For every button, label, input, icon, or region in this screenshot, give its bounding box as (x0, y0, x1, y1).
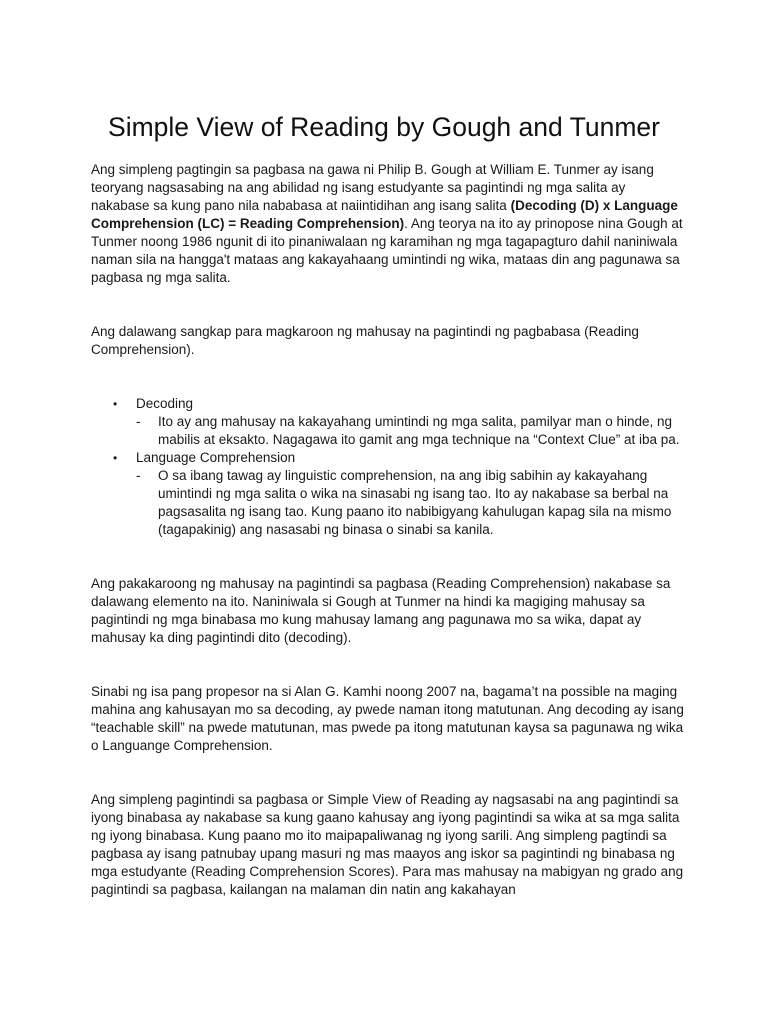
document-title: Simple View of Reading by Gough and Tunmer (108, 111, 660, 142)
document-body (91, 161, 687, 899)
component-list (91, 395, 687, 539)
formula-text: (Decoding (D) x Language Comprehension (LC) = Reading Comprehension) (91, 198, 678, 231)
paragraph-kamhi: Sinabi ng isa pang propesor na si Alan G. Kamhi noong 2007 na, bagama’t na possible na maging mahina ang kahusayan mo sa decoding, ay pwede naman itong matutunan. Ang decoding ay isang “teachable skill” na pwede matutunan, mas pwede pa itong matutunan kaysa sa pagunawa ng wika o Languange Comprehension. (91, 684, 684, 753)
list-item-detail-text: Ito ay ang mahusay na kakayahang umintindi ng mga salita, pamilyar man o hinde, ng mabilis at eksakto. Nagagawa ito gamit ang mga technique na “Context Clue” at iba pa. (158, 414, 680, 447)
intro-text-continued: . Ang teorya na ito ay prinopose nina Gough at Tunmer noong 1986 ngunit di ito pinaniwalaan ng karamihan ng mga tagapagturo dahil naniniwala naman sila na hangga't mataas ang kakayahaang umintindi ng wika, mataas din ang pagunawa sa pagbasa ng mga salita. (91, 216, 683, 285)
list-item-decoding (91, 395, 687, 449)
dash-icon: - (136, 414, 141, 429)
list-item-label: Language Comprehension (136, 450, 296, 465)
paragraph-elements: Ang pakakaroong ng mahusay na pagintindi sa pagbasa (Reading Comprehension) nakabase sa dalawang elemento na ito. Naniniwala si Gough at Tunmer na hindi ka magiging mahusay sa pagintindi ng mga binabasa mo kung mahusay lamang ang pagunawa mo sa wika, dapat ay mahusay ka ding pagintindi dito (decoding). (91, 576, 671, 645)
list-item-detail (136, 413, 687, 449)
list-item-language-comprehension (91, 449, 687, 539)
list-item-detail (136, 467, 687, 539)
paragraph-intro (91, 161, 687, 287)
intro-text: Ang simpleng pagtingin sa pagbasa na gawa ni Philip B. Gough at William E. Tunmer ay isang teoryang nagsasabing na ang abilidad ng isang estudyante sa pagintindi ng mga salita ay nakabase sa kung pano nila nababasa at naiintidihan ang isang salita (91, 162, 654, 213)
dash-icon: - (136, 468, 141, 483)
paragraph-components: Ang dalawang sangkap para magkaroon ng mahusay na pagintindi ng pagbabasa (Reading Comprehension). (91, 324, 639, 357)
list-item-detail-text: O sa ibang tawag ay linguistic comprehension, na ang ibig sabihin ay kakayahang umintindi ng mga salita o wika na sinasabi ng isang tao. Ito ay nakabase sa berbal na pagsasalita ng isang tao. Kung paano ito nabibigyang kahulugan kapag sila na mismo (tagapakinig) ang nasasabi ng binasa o sinabi sa kanila. (158, 468, 672, 537)
bullet-icon: • (113, 451, 118, 465)
bullet-icon: • (113, 397, 118, 411)
paragraph-simple-view: Ang simpleng pagintindi sa pagbasa or Simple View of Reading ay nagsasabi na ang pagintindi sa iyong binabasa ay nakabase sa kung gaano kahusay ang iyong pagintindi sa wika at sa mga salita ng iyong binabasa. Kung paano mo ito maipapaliwanag ng iyong sarili. Ang simpleng pagtindi sa pagbasa ay isang patnubay upang masuri ng mas maayos ang iskor sa pagintindi ng binabasa ng mga estudyante (Reading Comprehension Scores). Para mas mahusay na mabigyan ng grado ang pagintindi sa pagbasa, kailangan na malaman din natin ang kakahayan (91, 792, 684, 897)
list-item-label: Decoding (136, 396, 194, 411)
